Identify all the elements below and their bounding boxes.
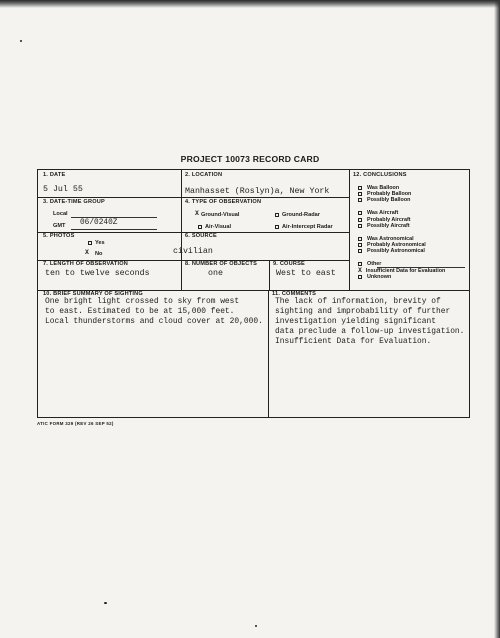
photos-label: 5. PHOTOS <box>43 233 75 239</box>
number-of-objects-label: 8. NUMBER OF OBJECTS <box>185 261 258 267</box>
column-divider <box>349 170 350 290</box>
conclusion-text: Insufficient Data for Evaluation <box>365 268 446 274</box>
conclusion-checkbox[interactable] <box>358 224 362 228</box>
conclusions-label: 12. CONCLUSIONS <box>353 172 407 178</box>
conclusion-checkbox[interactable] <box>358 249 362 253</box>
conclusion-text: Unknown <box>367 274 392 280</box>
comments-line: Insufficient Data for Evaluation. <box>275 337 432 346</box>
conclusion-checkbox[interactable] <box>358 218 362 222</box>
column-divider <box>268 290 269 418</box>
conclusion-possibly-astronomical[interactable] <box>358 248 425 254</box>
comments-line: sighting and improbability of further <box>275 307 451 316</box>
scan-speck <box>20 40 22 42</box>
conclusion-text: Was Astronomical <box>367 236 414 242</box>
conclusion-text: Probably Astronomical <box>367 242 426 248</box>
ground-radar-checkbox[interactable] <box>275 213 279 217</box>
conclusion-checkbox[interactable] <box>358 243 362 247</box>
conclusion-text: Was Aircraft <box>367 210 399 216</box>
conclusion-checkbox-checked[interactable]: X <box>358 267 362 274</box>
ground-radar-label: Ground-Radar <box>282 212 320 218</box>
scan-edge-top <box>0 0 500 8</box>
air-visual-label: Air-Visual <box>205 224 232 230</box>
conclusion-checkbox[interactable] <box>358 262 362 266</box>
comments-line: The lack of information, brevity of <box>275 297 441 306</box>
brief-summary-line: One bright light crossed to sky from west <box>45 297 240 306</box>
length-of-observation-label: 7. LENGTH OF OBSERVATION <box>43 261 128 267</box>
conclusion-checkbox[interactable] <box>358 186 362 190</box>
type-of-observation-label: 4. TYPE OF OBSERVATION <box>185 199 262 205</box>
conclusion-text: Possibly Aircraft <box>367 223 410 229</box>
course-value: West to east <box>276 269 336 278</box>
record-card <box>37 169 470 418</box>
ground-visual-label: Ground-Visual <box>201 212 240 218</box>
air-visual-checkbox[interactable] <box>198 225 202 229</box>
scan-edge-right <box>494 0 500 638</box>
gmt-time-underline <box>71 229 157 230</box>
conclusion-possibly-balloon[interactable] <box>358 197 410 203</box>
brief-summary-label: 10. BRIEF SUMMARY OF SIGHTING <box>43 291 143 297</box>
conclusion-text: Probably Balloon <box>367 191 412 197</box>
comments-label: 11. COMMENTS <box>272 291 317 297</box>
conclusion-text: Possibly Balloon <box>367 197 411 203</box>
conclusion-text: Other <box>367 261 382 267</box>
conclusion-checkbox[interactable] <box>358 237 362 241</box>
conclusion-was-aircraft[interactable] <box>358 210 398 216</box>
air-intercept-radar-checkbox[interactable] <box>275 225 279 229</box>
column-divider <box>181 170 182 290</box>
form-number-footer: ATIC FORM 329 (REV 26 SEP 52) <box>37 421 114 426</box>
photos-yes-checkbox[interactable] <box>88 241 92 245</box>
local-time-label: Local <box>53 211 68 217</box>
length-of-observation-value: ten to twelve seconds <box>45 269 150 278</box>
conclusion-unknown[interactable] <box>358 274 391 280</box>
photos-no-checkbox[interactable]: X <box>85 249 89 256</box>
photos-yes-label: Yes <box>95 240 105 246</box>
gmt-time-value: 06/0240Z <box>80 219 118 227</box>
comments-line: investigation yielding significant <box>275 317 436 326</box>
location-value: Manhasset (Roslyn)a, New York <box>185 187 330 196</box>
conclusion-text: Probably Aircraft <box>367 217 411 223</box>
source-value: civilian <box>173 247 213 256</box>
air-intercept-radar-label: Air-Intercept Radar <box>282 224 333 230</box>
date-label: 1. DATE <box>43 172 66 178</box>
conclusion-text: Possibly Astronomical <box>367 248 425 254</box>
scan-speck <box>104 602 107 604</box>
number-of-objects-value: one <box>208 269 223 278</box>
conclusion-checkbox[interactable] <box>358 211 362 215</box>
date-value: 5 Jul 55 <box>43 185 83 194</box>
row-divider <box>38 197 349 198</box>
page-title: PROJECT 10073 RECORD CARD <box>180 154 320 164</box>
conclusion-checkbox[interactable] <box>358 192 362 196</box>
course-label: 9. COURSE <box>273 261 305 267</box>
location-label: 2. LOCATION <box>185 172 223 178</box>
date-time-group-label: 3. DATE-TIME GROUP <box>43 199 105 205</box>
source-label: 6. SOURCE <box>185 233 217 239</box>
brief-summary-line: Local thunderstorms and cloud cover at 20,000. <box>45 317 263 326</box>
conclusion-checkbox[interactable] <box>358 275 362 279</box>
ground-visual-checkbox[interactable]: X <box>195 210 199 217</box>
comments-line: data preclude a follow-up investigation. <box>275 327 465 336</box>
gmt-time-label: GMT <box>53 223 66 229</box>
local-time-underline <box>71 217 157 218</box>
column-divider <box>269 260 270 290</box>
conclusion-checkbox[interactable] <box>358 198 362 202</box>
scan-speck <box>255 625 257 627</box>
brief-summary-line: to east. Estimated to be at 15,000 feet. <box>45 307 235 316</box>
photos-no-label: No <box>95 251 103 257</box>
conclusion-possibly-aircraft[interactable] <box>358 223 410 229</box>
conclusion-text: Was Balloon <box>367 185 400 191</box>
